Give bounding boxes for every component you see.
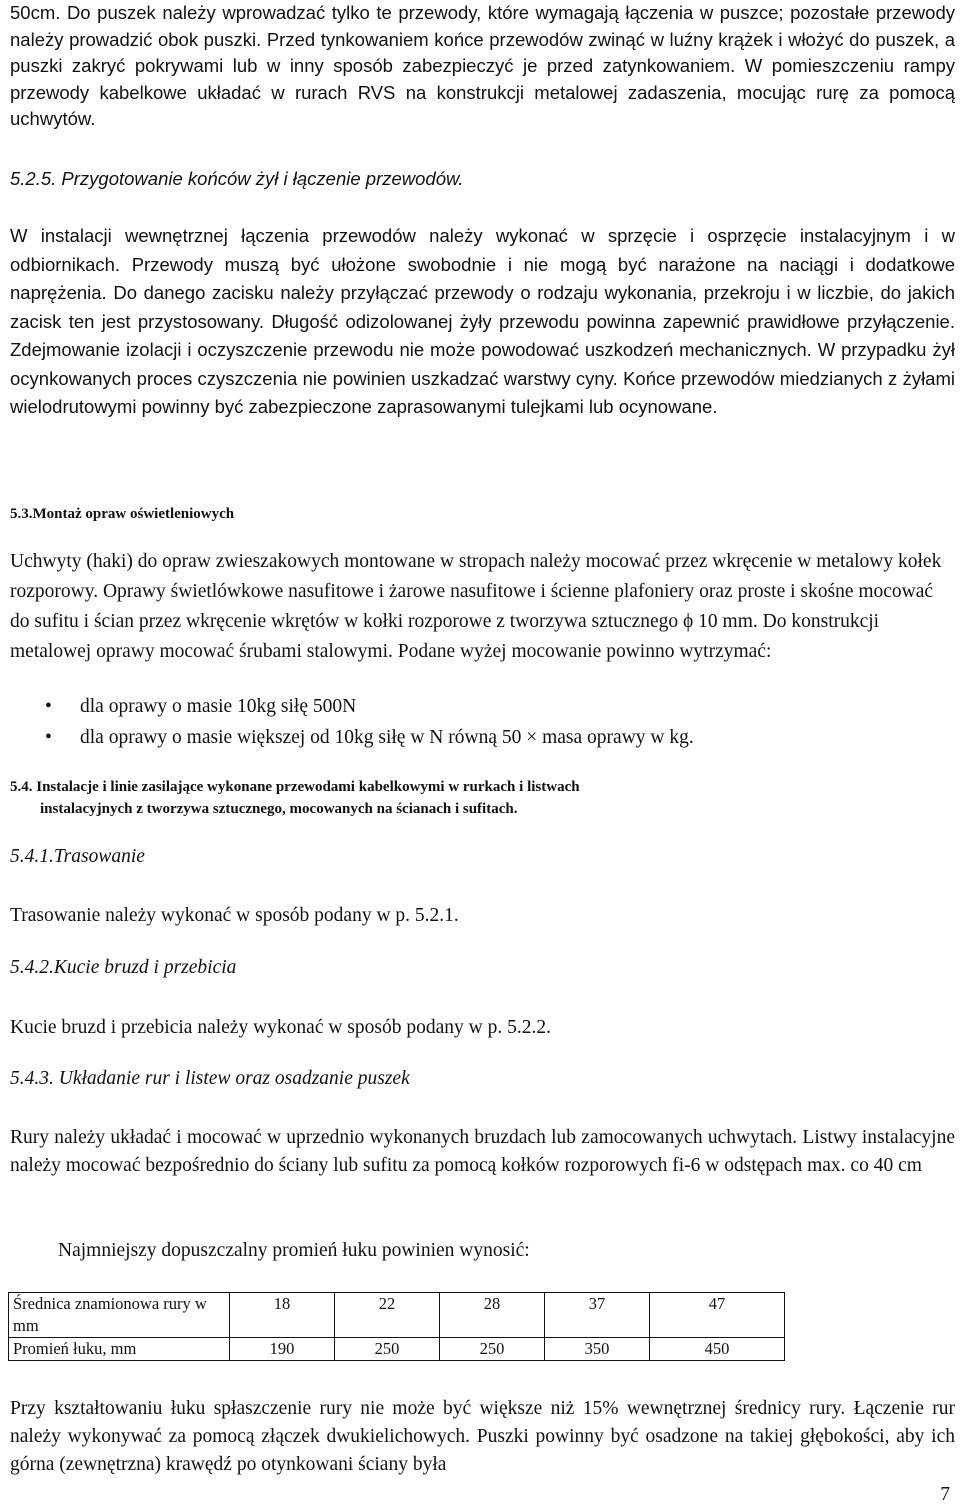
table-cell: 28	[440, 1293, 545, 1338]
table-cell: 47	[650, 1293, 785, 1338]
table-row	[9, 1293, 785, 1338]
table-row	[9, 1338, 785, 1361]
heading-5-4-3: 5.4.3. Układanie rur i listew oraz osadzanie puszek	[10, 1068, 410, 1089]
paragraph-luminaire-mounting: Uchwyty (haki) do opraw zwieszakowych montowane w stropach należy mocować przez wkręcenie w metalowy kołek rozporowy. Oprawy świetlówkowe nasufitowe i żarowe nasufitowe i ścienne plafoniery oraz proste i skośne mocować do sufitu i ścian przez wkręcenie wkrętów w kołki rozporowe z tworzywa sztucznego ϕ 10 mm. Do konstrukcji metalowej oprawy mocować śrubami stalowymi. Podane wyżej mocowanie powinno wytrzymać:	[10, 551, 942, 662]
paragraph-wiring-boxes: 50cm. Do puszek należy wprowadzać tylko te przewody, które wymagają łączenia w puszce; pozostałe przewody należy prowadzić obok puszki. Przed tynkowaniem końce przewodów zwinąć w luźny krążek i włożyć do puszek, a puszki zakryć pokrywami lub w inny sposób zabezpieczyć je przed zatynkowaniem. W pomieszczeniu rampy przewody kabelkowe układać w rurach RVS na konstrukcji metalowej zadaszenia, mocując rurę za pomocą uchwytów.	[10, 2, 955, 129]
table-row-label: Średnica znamionowa rury w mm	[9, 1293, 230, 1338]
heading-5-2-5: 5.2.5. Przygotowanie końców żył i łączenie przewodów.	[10, 168, 464, 189]
heading-5-4-line2: instalacyjnych z tworzywa sztucznego, mocowanych na ścianach i sufitach.	[40, 801, 518, 817]
table-cell: 450	[650, 1338, 785, 1361]
table-cell: 18	[230, 1293, 335, 1338]
bullet-icon: •	[45, 696, 52, 717]
heading-5-4-line1: Instalacje i linie zasilające wykonane przewodami kabelkowymi w rurkach i listwach	[36, 779, 580, 795]
table-cell: 250	[335, 1338, 440, 1361]
table-cell: 37	[545, 1293, 650, 1338]
bend-radius-table	[8, 1292, 785, 1361]
heading-5-3: 5.3.Montaż opraw oświetleniowych	[10, 506, 235, 522]
table-cell: 22	[335, 1293, 440, 1338]
table-cell: 350	[545, 1338, 650, 1361]
bullet-icon: •	[45, 727, 52, 748]
heading-5-4	[10, 776, 955, 820]
heading-5-4-number: 5.4.	[10, 779, 33, 795]
table-intro: Najmniejszy dopuszczalny promień łuku powinien wynosić:	[58, 1240, 530, 1261]
paragraph-5-4-3: Rury należy układać i mocować w uprzednio wykonanych bruzdach lub zamocowanych uchwytach. Listwy instalacyjne należy mocować bezpośrednio do ściany lub sufitu za pomocą kołków rozporowych fi-6 w odstępach max. co 40 cm	[10, 1127, 955, 1176]
paragraph-5-4-2: Kucie bruzd i przebicia należy wykonać w sposób podany w p. 5.2.2.	[10, 1017, 551, 1038]
paragraph-final: Przy kształtowaniu łuku spłaszczenie rury nie może być większe niż 15% wewnętrznej średnicy rury. Łączenie rur należy wykonywać za pomocą złączek dwukielichowych. Puszki powinny być osadzone na takiej głębokości, aby ich górna (zewnętrzna) krawędź po otynkowani ściany była	[10, 1398, 955, 1475]
paragraph-5-4-1: Trasowanie należy wykonać w sposób podany w p. 5.2.1.	[10, 905, 459, 926]
heading-5-4-2: 5.4.2.Kucie bruzd i przebicia	[10, 957, 237, 978]
paragraph-wire-connections: W instalacji wewnętrznej łączenia przewodów należy wykonać w sprzęcie i osprzęcie instalacyjnym i w odbiornikach. Przewody muszą być ułożone swobodnie i nie mogą być narażone na naciągi i dodatkowe naprężenia. Do danego zacisku należy przyłączać przewody o rodzaju wykonania, przekroju i w liczbie, do jakich zacisk ten jest przystosowany. Długość odizolowanej żyły przewodu powinna zapewnić prawidłowe przyłączenie. Zdejmowanie izolacji i oczyszczenie przewodu nie może powodować uszkodzeń mechanicznych. W przypadku żył ocynkowanych proces czyszczenia nie powinien uszkadzać warstwy cyny. Końce przewodów miedzianych z żyłami wielodrutowymi powinny być zabezpieczone zaprasowanymi tulejkami lub ocynowane.	[10, 225, 955, 417]
bullet-text: dla oprawy o masie 10kg siłę 500N	[80, 696, 357, 717]
heading-5-4-1: 5.4.1.Trasowanie	[10, 846, 145, 867]
table-cell: 190	[230, 1338, 335, 1361]
page-number: 7	[940, 1484, 950, 1505]
bullet-text: dla oprawy o masie większej od 10kg siłę w N równą 50 × masa oprawy w kg.	[80, 727, 694, 748]
table-row-label: Promień łuku, mm	[9, 1338, 230, 1361]
table-cell: 250	[440, 1338, 545, 1361]
